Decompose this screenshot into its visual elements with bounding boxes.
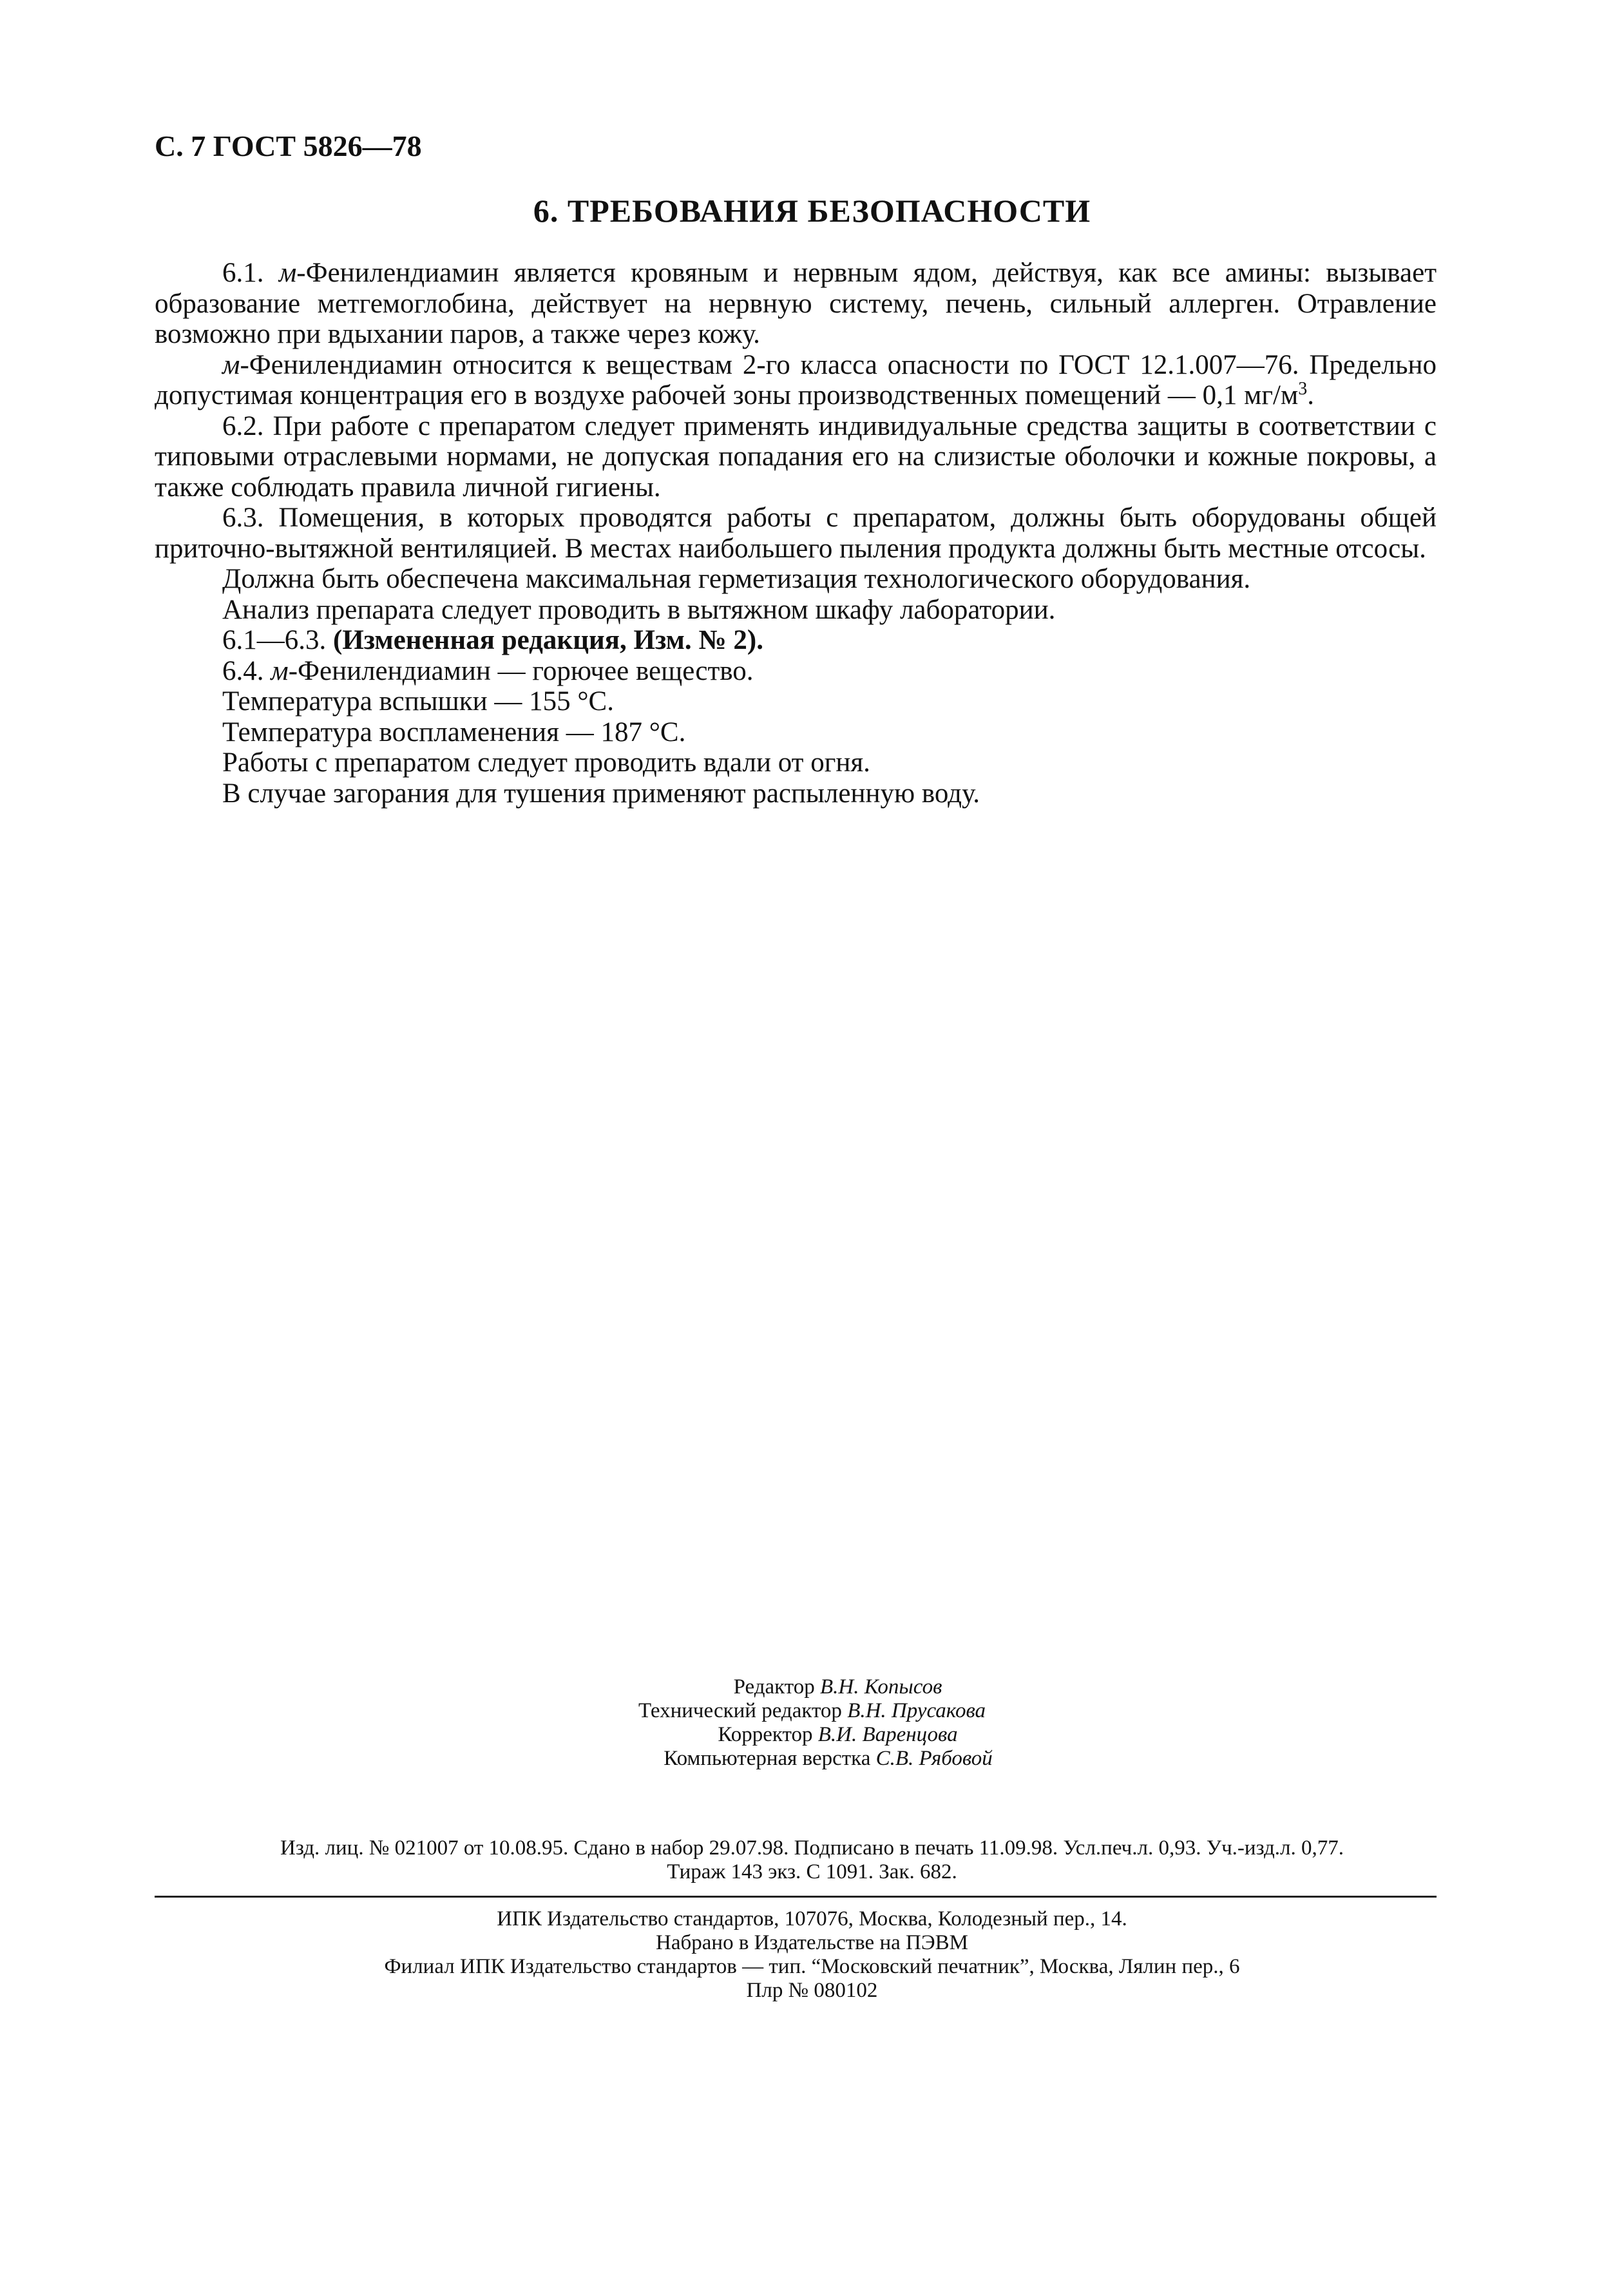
- paragraph-6-1: [155, 258, 1437, 350]
- publisher-footer: [0, 1907, 1624, 2003]
- credit-name: С.В. Рябовой: [875, 1747, 993, 1770]
- paragraph-fire-safety: Работы с препаратом следует проводить вдали от огня.: [222, 747, 870, 778]
- paragraph-extinguishing: В случае загорания для тушения применяют распыленную воду.: [222, 778, 980, 809]
- section-title: 6. ТРЕБОВАНИЯ БЕЗОПАСНОСТИ: [533, 193, 1091, 229]
- credit-label: Корректор: [718, 1723, 818, 1746]
- amendment-note: (Измененная редакция, Изм. № 2).: [333, 625, 763, 655]
- credit-name: В.И. Варенцова: [817, 1723, 958, 1746]
- credit-corrector: [0, 1723, 1624, 1747]
- paragraph-end: .: [1307, 380, 1314, 410]
- credit-name: В.Н. Прусакова: [847, 1699, 986, 1722]
- imprint-line-1: Изд. лиц. № 021007 от 10.08.95. Сдано в набор 29.07.98. Подписано в печать 11.09.98. Усл.печ.л. 0,93. Уч.-изд.л. 0,77.: [280, 1836, 1344, 1860]
- footer-line-1: ИПК Издательство стандартов, 107076, Москва, Колодезный пер., 14.: [497, 1907, 1127, 1930]
- clause-number: 6.4.: [222, 655, 271, 686]
- publication-imprint: [0, 1836, 1624, 1884]
- paragraph-text: -Фенилендиамин — горючее вещество.: [288, 655, 754, 686]
- credit-label: Технический редактор: [638, 1699, 848, 1722]
- credit-editor: [0, 1675, 1624, 1699]
- credit-tech-editor: [0, 1699, 1624, 1723]
- clause-number: 6.1.: [222, 258, 279, 288]
- paragraph-sealing: Должна быть обеспечена максимальная герметизация технологического оборудования.: [222, 564, 1251, 594]
- credit-layout: [0, 1747, 1624, 1771]
- paragraph-analysis: Анализ препарата следует проводить в вытяжном шкафу лаборатории.: [222, 594, 1056, 625]
- section-body: [155, 258, 1437, 809]
- editorial-credits: [0, 1675, 1624, 1771]
- italic-prefix: м: [222, 349, 240, 380]
- paragraph-6-2: 6.2. При работе с препаратом следует применять индивидуальные средства защиты в соответствии с типовыми отраслевыми нормами, не допуская попадания его на слизистые оболочки и кожные покровы, а также соблюдать правила личной гигиены.: [155, 410, 1437, 503]
- footer-divider: [155, 1896, 1437, 1898]
- paragraph-6-4: [155, 656, 1437, 687]
- imprint-line-2: Тираж 143 экз. С 1091. Зак. 682.: [667, 1860, 957, 1883]
- credit-name: В.Н. Копысов: [820, 1675, 942, 1699]
- paragraph-ignition-point: Температура воспламенения — 187 °С.: [222, 717, 686, 747]
- footer-line-3: Филиал ИПК Издательство стандартов — тип. “Московский печатник”, Москва, Лялин пер., 6: [384, 1955, 1240, 1978]
- paragraph-amendment: [155, 625, 1437, 656]
- footer-line-2: Набрано в Издательстве на ПЭВМ: [656, 1931, 968, 1954]
- credit-label: Редактор: [733, 1675, 820, 1699]
- paragraph-text: -Фенилендиамин относится к веществам 2-го класса опасности по ГОСТ 12.1.007—76. Предельно допустимая концентрация его в воздухе рабочей зоны производственных помещений — 0,1 мг/м: [155, 349, 1437, 410]
- paragraph-6-3: 6.3. Помещения, в которых проводятся работы с препаратом, должны быть оборудованы общей приточно-вытяжной вентиляцией. В местах наибольшего пыления продукта должны быть местные отсосы.: [155, 503, 1437, 564]
- footer-line-4: Плр № 080102: [746, 1979, 878, 2002]
- paragraph-flash-point: Температура вспышки — 155 °С.: [222, 686, 614, 717]
- clause-number: 6.1—6.3.: [222, 625, 333, 655]
- italic-prefix: м: [271, 655, 289, 686]
- italic-prefix: м: [278, 258, 297, 288]
- paragraph-text: -Фенилендиамин является кровяным и нервным ядом, действуя, как все амины: вызывает образование метгемоглобина, действует на нервную систему, печень, сильный аллерген. Отравление возможно при вдыхании паров, а также через кожу.: [155, 258, 1437, 349]
- superscript: 3: [1298, 379, 1308, 399]
- credit-label: Компьютерная верстка: [664, 1747, 876, 1770]
- page-header: С. 7 ГОСТ 5826—78: [155, 130, 422, 162]
- paragraph-6-1-hazard-class: [155, 350, 1437, 411]
